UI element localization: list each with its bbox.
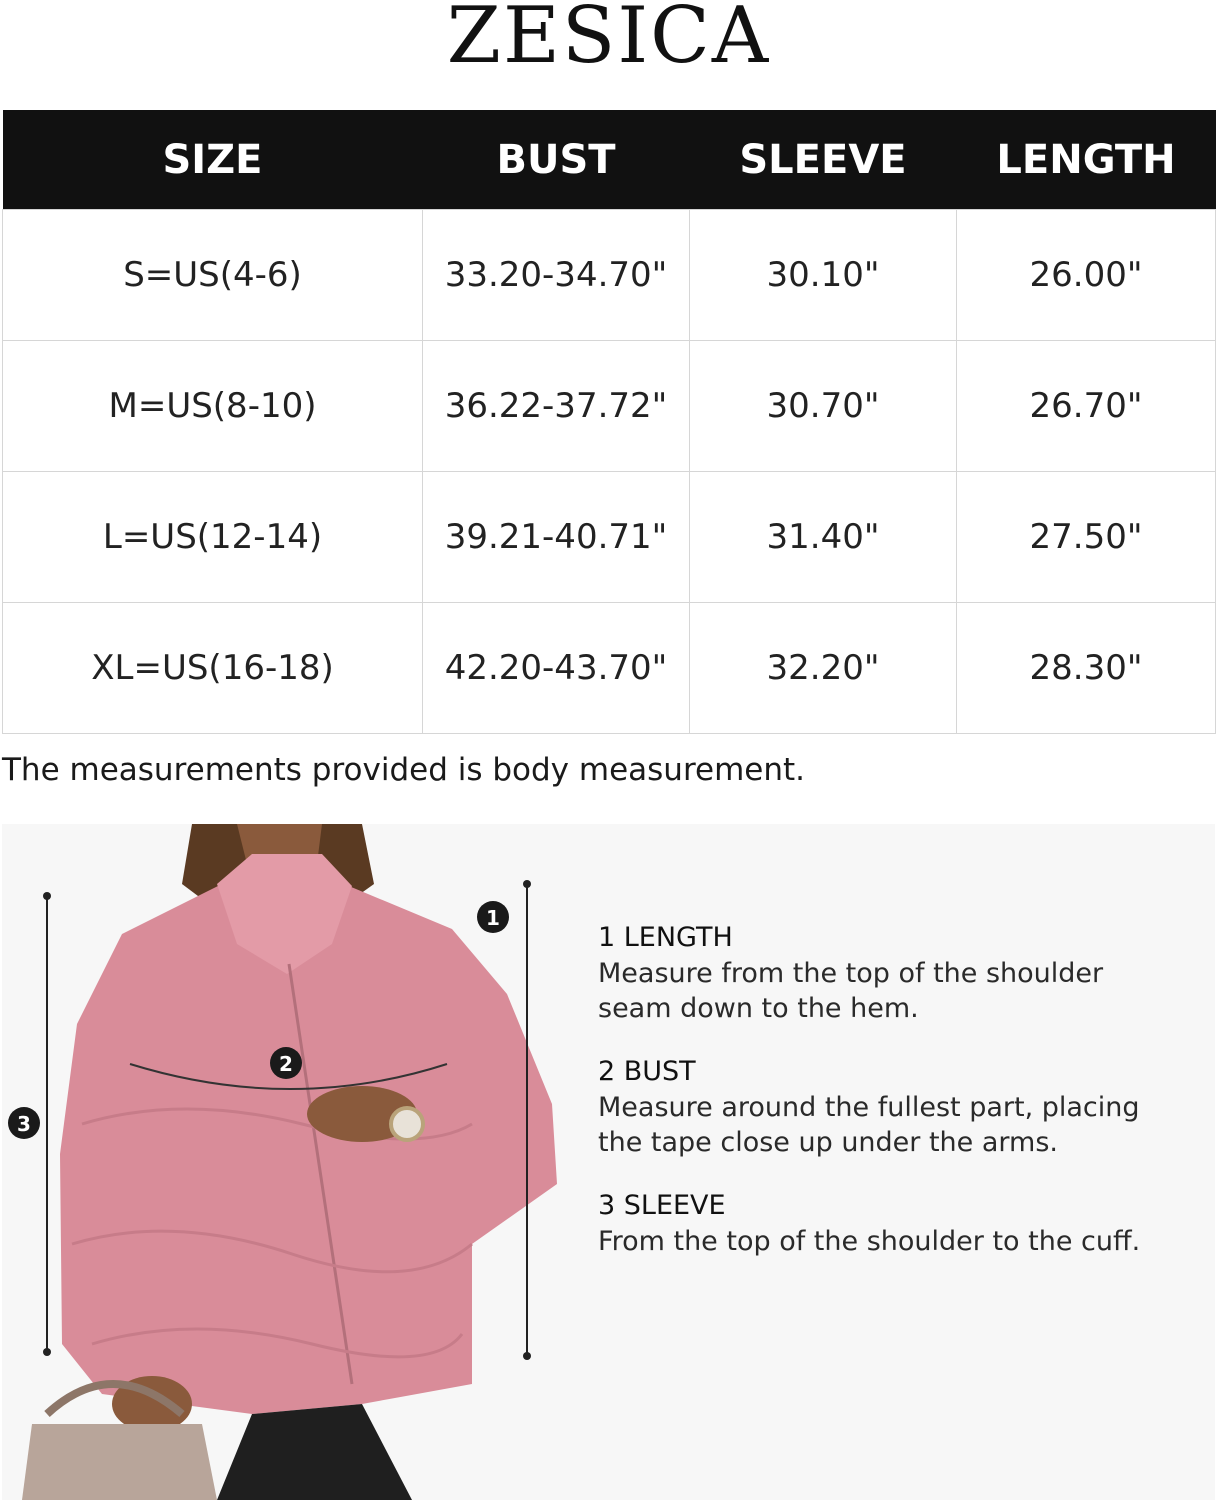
marker-1-icon — [477, 901, 509, 933]
svg-text:1: 1 — [486, 906, 500, 930]
header-length: LENGTH — [957, 110, 1216, 210]
cell-length: 26.00" — [957, 210, 1216, 341]
cell-size: S=US(4-6) — [3, 210, 423, 341]
guide-text: Measure from the top of the shoulder — [598, 958, 1104, 989]
guide-text: Measure around the fullest part, placing — [598, 1092, 1140, 1123]
cell-sleeve: 31.40" — [690, 472, 957, 603]
table-row — [3, 472, 1216, 603]
header-size: SIZE — [3, 110, 423, 210]
guide-text: From the top of the shoulder to the cuff. — [598, 1226, 1141, 1257]
guide-text: the tape close up under the arms. — [598, 1127, 1058, 1158]
cell-length: 28.30" — [957, 603, 1216, 734]
size-chart-table — [2, 110, 1216, 734]
trousers-shape — [217, 1404, 412, 1500]
bag-shape — [22, 1424, 217, 1500]
cell-bust: 33.20-34.70" — [423, 210, 690, 341]
cell-size: XL=US(16-18) — [3, 603, 423, 734]
table-row — [3, 603, 1216, 734]
cell-size: L=US(12-14) — [3, 472, 423, 603]
marker-2-icon — [270, 1047, 302, 1079]
guide-text: seam down to the hem. — [598, 993, 919, 1024]
watch-shape — [391, 1108, 423, 1140]
cell-sleeve: 30.10" — [690, 210, 957, 341]
table-header-row — [3, 110, 1216, 210]
guide-title: 3 SLEEVE — [598, 1190, 726, 1221]
table-row — [3, 341, 1216, 472]
header-sleeve: SLEEVE — [690, 110, 957, 210]
cell-size: M=US(8-10) — [3, 341, 423, 472]
guide-item-bust — [598, 1054, 1198, 1160]
cell-length: 27.50" — [957, 472, 1216, 603]
header-bust: BUST — [423, 110, 690, 210]
cell-length: 26.70" — [957, 341, 1216, 472]
svg-text:2: 2 — [279, 1052, 293, 1076]
guide-item-sleeve — [598, 1188, 1198, 1259]
guide-item-length — [598, 920, 1198, 1026]
cell-sleeve: 30.70" — [690, 341, 957, 472]
svg-text:3: 3 — [17, 1112, 31, 1136]
cell-sleeve: 32.20" — [690, 603, 957, 734]
cell-bust: 39.21-40.71" — [423, 472, 690, 603]
guide-title: 2 BUST — [598, 1056, 696, 1087]
measurement-note: The measurements provided is body measurement. — [2, 752, 806, 788]
cell-bust: 36.22-37.72" — [423, 341, 690, 472]
guide-title: 1 LENGTH — [598, 922, 733, 953]
cell-bust: 42.20-43.70" — [423, 603, 690, 734]
table-row — [3, 210, 1216, 341]
measurement-guide — [598, 920, 1198, 1287]
brand-logo: ZESICA — [446, 0, 771, 81]
marker-3-icon — [8, 1107, 40, 1139]
